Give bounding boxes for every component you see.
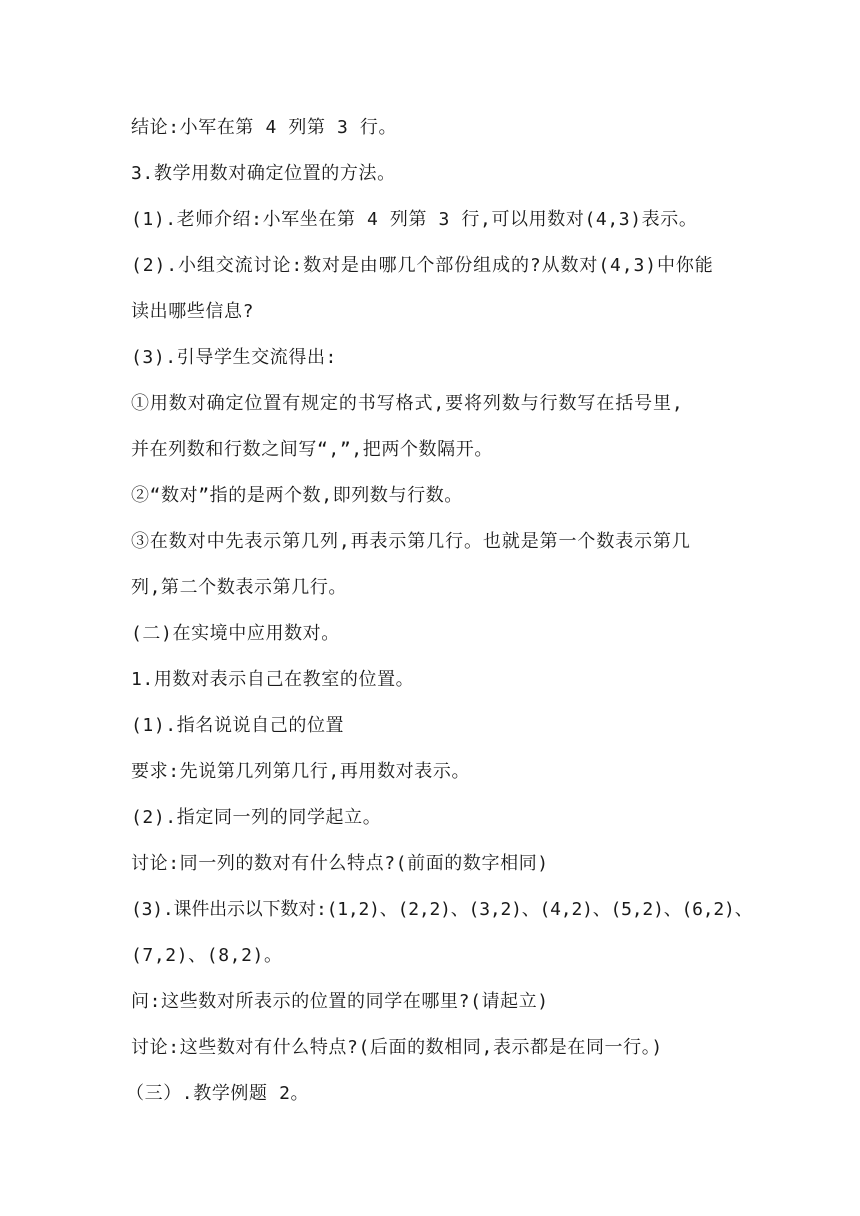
text-line-point-1: ①用数对确定位置有规定的书写格式,要将列数与行数写在括号里, (131, 393, 684, 414)
text-line-teacher-intro: (1).老师介绍:小军坐在第 4 列第 3 行,可以用数对(4,3)表示。 (131, 209, 698, 230)
text-line-group-discussion-cont: 读出哪些信息? (131, 301, 255, 322)
text-line-sub-3-cont: (7,2)、(8,2)。 (131, 945, 283, 966)
text-line-section-three: （三）.教学例题 2。 (126, 1083, 310, 1104)
text-line-requirement: 要求:先说第几列第几行,再用数对表示。 (131, 761, 471, 782)
text-line-point-3-cont: 列,第二个数表示第几行。 (131, 577, 348, 598)
text-line-point-2: ②“数对”指的是两个数,即列数与行数。 (131, 485, 463, 506)
text-line-sub-2: (2).指定同一列的同学起立。 (131, 807, 382, 828)
text-line-conclusion: 结论:小军在第 4 列第 3 行。 (131, 117, 398, 138)
text-line-section-two: (二)在实境中应用数对。 (131, 623, 340, 644)
text-line-discussion-2: 讨论:这些数对有什么特点?(后面的数相同,表示都是在同一行。) (131, 1037, 663, 1058)
text-line-sub-3: (3).课件出示以下数对:(1,2)、(2,2)、(3,2)、(4,2)、(5,2)、(6,2)、 (131, 899, 753, 920)
text-line-question: 问:这些数对所表示的位置的同学在哪里?(请起立) (131, 991, 549, 1012)
text-line-section-3: 3.教学用数对确定位置的方法。 (131, 163, 396, 184)
text-line-sub-1: (1).指名说说自己的位置 (131, 715, 345, 736)
text-line-group-discussion: (2).小组交流讨论:数对是由哪几个部份组成的?从数对(4,3)中你能 (131, 255, 714, 276)
text-line-guide-students: (3).引导学生交流得出: (131, 347, 337, 368)
text-line-item-1: 1.用数对表示自己在教室的位置。 (131, 669, 415, 690)
text-line-discussion-1: 讨论:同一列的数对有什么特点?(前面的数字相同) (131, 853, 549, 874)
text-line-point-3: ③在数对中先表示第几列,再表示第几行。也就是第一个数表示第几 (131, 531, 691, 552)
text-line-point-1-cont: 并在列数和行数之间写“,”,把两个数隔开。 (131, 439, 493, 460)
